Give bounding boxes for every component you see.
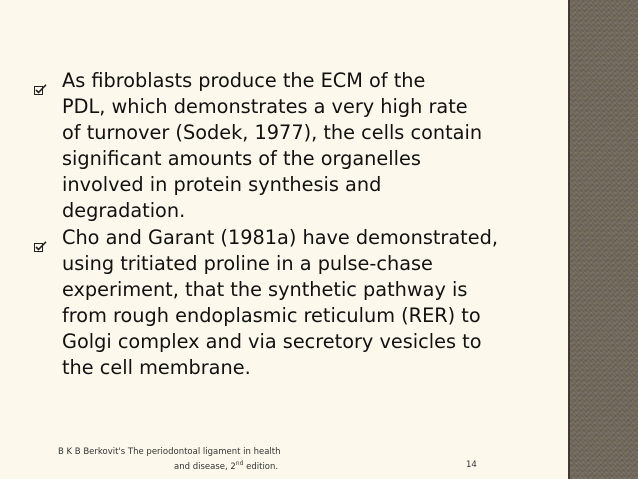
bullet-line: PDL, which demonstrates a very high rate — [62, 95, 468, 118]
bullet-line: Cho and Garant (1981a) have demonstrated, — [62, 226, 498, 249]
side-panel — [570, 0, 638, 479]
bullet-line: using tritiated proline in a pulse-chase — [62, 252, 433, 275]
bullet-line: involved in protein synthesis and — [62, 173, 382, 196]
footer-source — [58, 447, 338, 473]
bullet-line: the cell membrane. — [62, 356, 251, 379]
source-line-1: B K B Berkovit's The periodontoal ligament in health — [58, 447, 281, 457]
bullet-line: experiment, that the synthetic pathway is — [62, 278, 468, 301]
bullet-line: of turnover (Sodek, 1977), the cells contain — [62, 121, 483, 144]
bullet-list — [34, 68, 554, 382]
page-number: 14 — [466, 460, 477, 470]
bullet-line: significant amounts of the organelles — [62, 147, 421, 170]
source-line-2-text: and disease, 2 — [174, 461, 236, 472]
bullet-line: degradation. — [62, 199, 186, 222]
source-line-2-sup: nd — [235, 460, 244, 467]
checkbox-bullet-icon — [34, 76, 47, 87]
bullet-line: from rough endoplasmic reticulum (RER) to — [62, 304, 481, 327]
source-line-2-post: edition. — [243, 461, 279, 472]
bullet-item-1 — [34, 68, 554, 224]
bullet-item-2 — [34, 225, 554, 381]
checkbox-bullet-icon — [34, 233, 47, 244]
bullet-line: Golgi complex and via secretory vesicles to — [62, 330, 482, 353]
bullet-line: As fibroblasts produce the ECM of the — [62, 69, 426, 92]
source-line-2 — [58, 458, 338, 473]
